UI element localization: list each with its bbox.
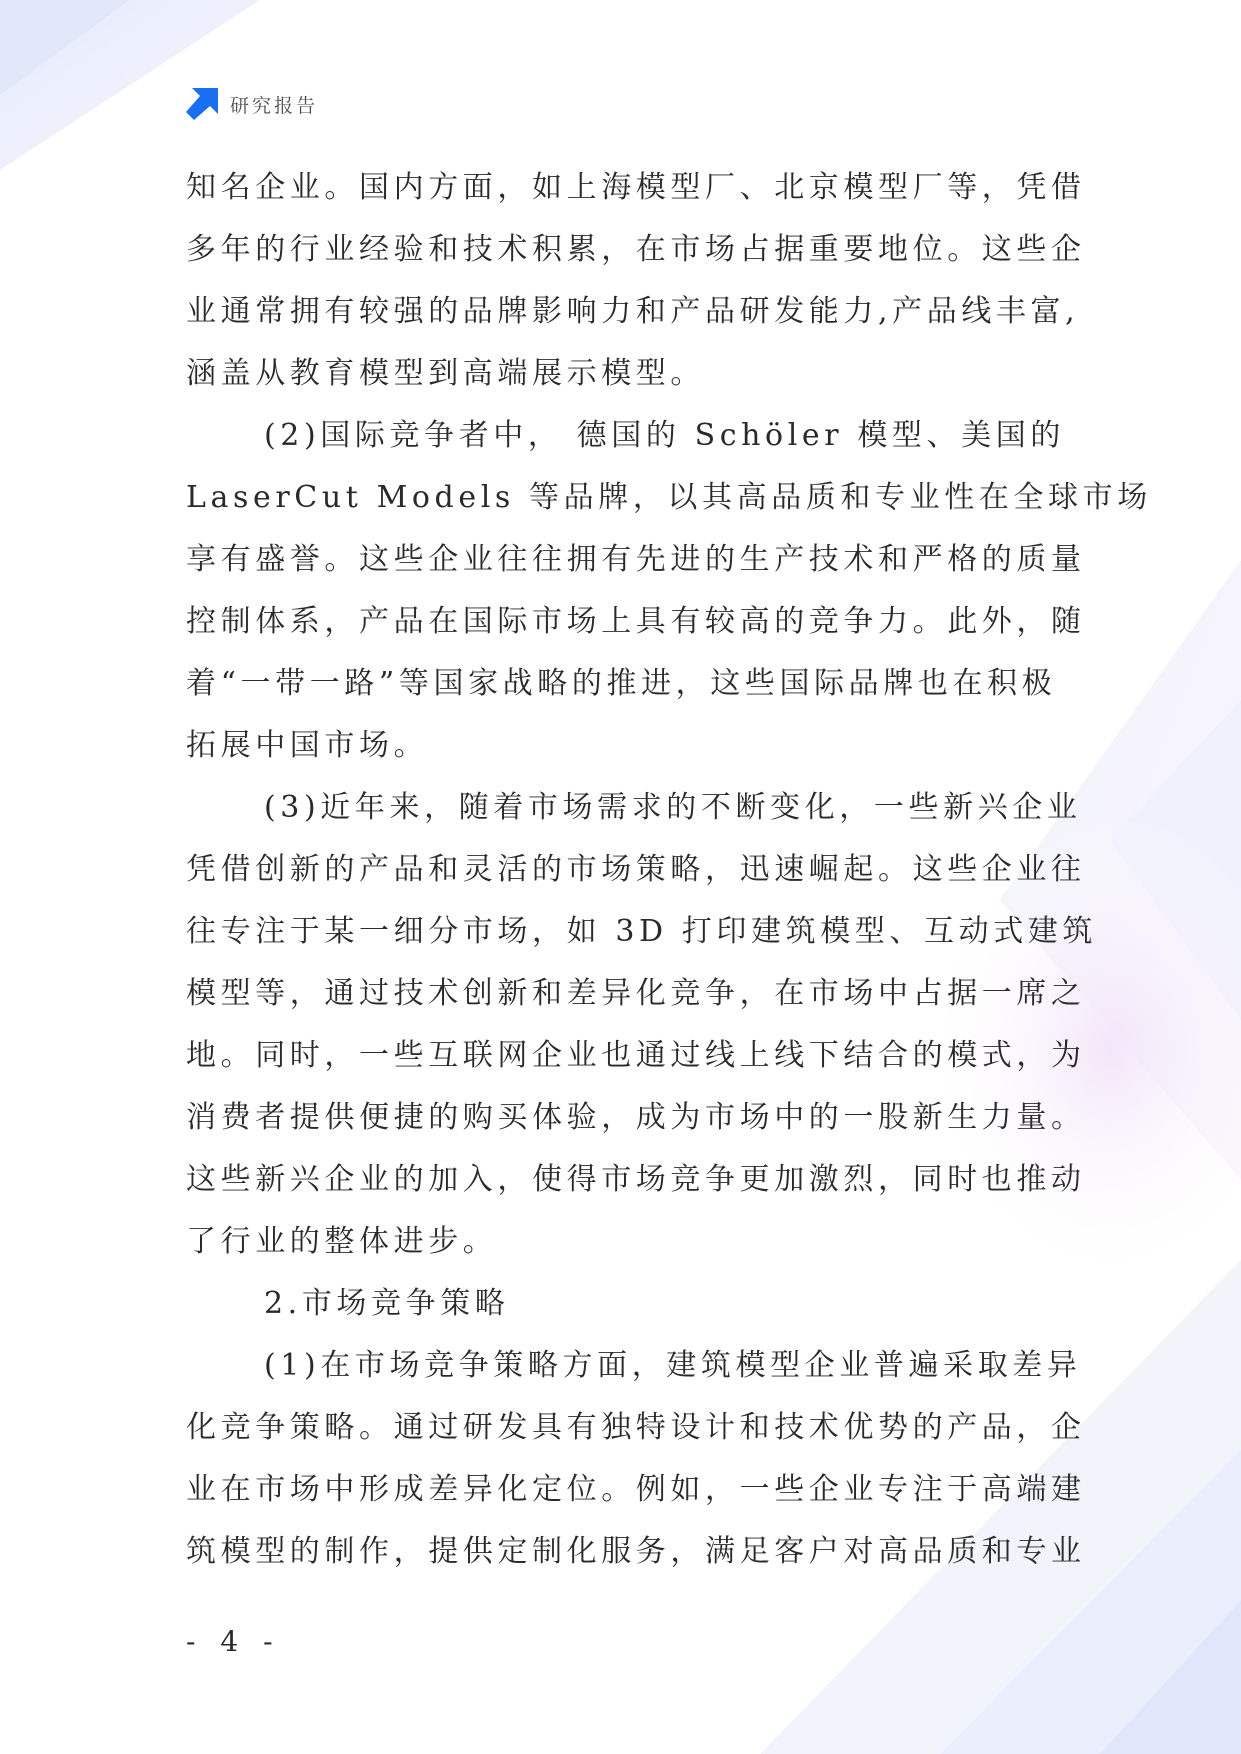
document-body (186, 157, 1152, 1583)
page-number: - 4 - (186, 1625, 281, 1658)
text-line: 多年的行业经验和技术积累，在市场占据重要地位。这些企 (186, 232, 1086, 267)
text-line: (2)国际竞争者中， 德国的 Schöler 模型、美国的 (264, 418, 1065, 453)
text-line: LaserCut Models 等品牌，以其高品质和专业性在全球市场 (186, 480, 1152, 515)
arrow-up-right-icon (186, 88, 218, 120)
text-line: 模型等，通过技术创新和差异化竞争，在市场中占据一席之 (186, 976, 1086, 1011)
text-line: 地。同时，一些互联网企业也通过线上线下结合的模式，为 (186, 1038, 1086, 1073)
text-line: 享有盛誉。这些企业往往拥有先进的生产技术和严格的质量 (186, 542, 1086, 577)
text-line: 这些新兴企业的加入，使得市场竞争更加激烈，同时也推动 (186, 1162, 1086, 1197)
text-line: 了行业的整体进步。 (186, 1224, 498, 1259)
section-heading: 2.市场竞争策略 (264, 1286, 510, 1321)
text-line: 筑模型的制作，提供定制化服务，满足客户对高品质和专业 (186, 1534, 1086, 1569)
text-line: 控制体系，产品在国际市场上具有较高的竞争力。此外，随 (186, 604, 1086, 639)
text-line: 业在市场中形成差异化定位。例如，一些企业专注于高端建 (186, 1472, 1086, 1507)
text-line: 拓展中国市场。 (186, 728, 429, 763)
text-line: (1)在市场竞争策略方面，建筑模型企业普遍采取差异 (264, 1348, 1082, 1383)
text-line: 着“一带一路”等国家战略的推进，这些国际品牌也在积极 (186, 666, 1057, 701)
text-line: 知名企业。国内方面，如上海模型厂、北京模型厂等，凭借 (186, 170, 1086, 205)
text-line: 化竞争策略。通过研发具有独特设计和技术优势的产品，企 (186, 1410, 1086, 1445)
text-line: 涵盖从教育模型到高端展示模型。 (186, 356, 705, 391)
text-line: 消费者提供便捷的购买体验，成为市场中的一股新生力量。 (186, 1100, 1086, 1135)
header-title: 研究报告 (230, 94, 319, 117)
text-line: 往专注于某一细分市场，如 3D 打印建筑模型、互动式建筑 (186, 914, 1098, 949)
text-line: 业通常拥有较强的品牌影响力和产品研发能力,产品线丰富, (186, 294, 1080, 329)
text-line: 凭借创新的产品和灵活的市场策略，迅速崛起。这些企业往 (186, 852, 1086, 887)
text-line: (3)近年来，随着市场需求的不断变化，一些新兴企业 (264, 790, 1082, 825)
report-header (186, 86, 318, 122)
